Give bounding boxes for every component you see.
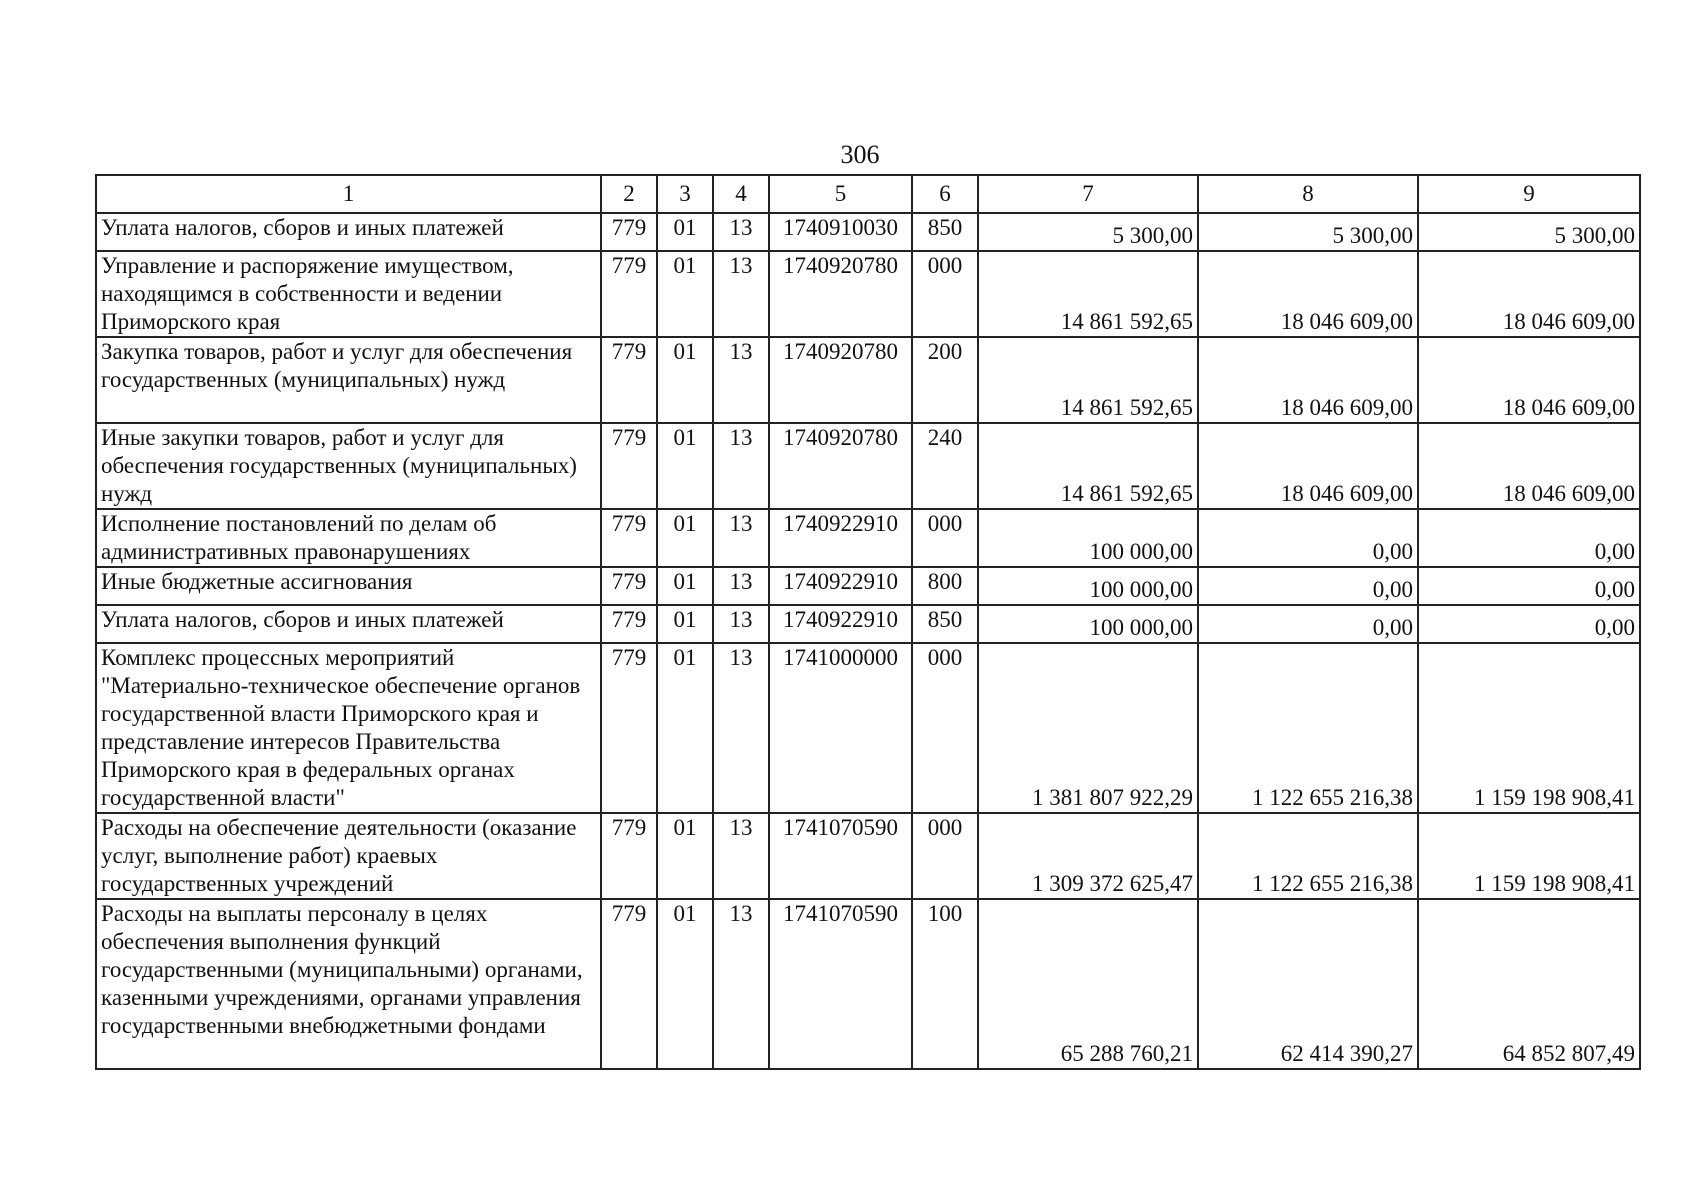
col2-code: 779 [601, 337, 657, 423]
table-row [96, 605, 1640, 643]
budget-table [95, 174, 1641, 1070]
row-name: Комплекс процессных мероприятий "Материально-техническое обеспечение органов государственной власти Приморского края и представление интересов Правительства Приморского края в федеральных органах государственной власти" [96, 643, 601, 813]
col3-code: 01 [657, 423, 713, 509]
col4-code: 13 [713, 643, 769, 813]
amount-col9: 18 046 609,00 [1418, 423, 1640, 509]
col6-code: 200 [912, 337, 978, 423]
table-row [96, 337, 1640, 423]
amount-col9: 1 159 198 908,41 [1418, 643, 1640, 813]
amount-col7: 65 288 760,21 [978, 899, 1198, 1069]
amount-col7: 1 309 372 625,47 [978, 813, 1198, 899]
amount-col8: 0,00 [1198, 567, 1418, 605]
amount-col8: 0,00 [1198, 509, 1418, 567]
col2-code: 779 [601, 509, 657, 567]
amount-col7: 100 000,00 [978, 509, 1198, 567]
amount-col8: 18 046 609,00 [1198, 423, 1418, 509]
amount-col8: 18 046 609,00 [1198, 251, 1418, 337]
header-cell: 4 [713, 175, 769, 213]
amount-col8: 5 300,00 [1198, 213, 1418, 251]
header-cell: 3 [657, 175, 713, 213]
col3-code: 01 [657, 643, 713, 813]
header-cell: 1 [96, 175, 601, 213]
col2-code: 779 [601, 423, 657, 509]
table-row [96, 567, 1640, 605]
header-cell: 5 [769, 175, 912, 213]
col3-code: 01 [657, 899, 713, 1069]
header-cell: 8 [1198, 175, 1418, 213]
amount-col9: 18 046 609,00 [1418, 337, 1640, 423]
col6-code: 800 [912, 567, 978, 605]
col6-code: 000 [912, 813, 978, 899]
col2-code: 779 [601, 567, 657, 605]
col4-code: 13 [713, 423, 769, 509]
col5-code: 1740922910 [769, 509, 912, 567]
col2-code: 779 [601, 605, 657, 643]
col5-code: 1740920780 [769, 251, 912, 337]
table-row [96, 251, 1640, 337]
col6-code: 000 [912, 643, 978, 813]
amount-col7: 1 381 807 922,29 [978, 643, 1198, 813]
col6-code: 000 [912, 251, 978, 337]
col3-code: 01 [657, 509, 713, 567]
col3-code: 01 [657, 605, 713, 643]
col3-code: 01 [657, 813, 713, 899]
amount-col8: 1 122 655 216,38 [1198, 643, 1418, 813]
amount-col9: 0,00 [1418, 605, 1640, 643]
col4-code: 13 [713, 567, 769, 605]
col5-code: 1741070590 [769, 813, 912, 899]
col3-code: 01 [657, 251, 713, 337]
page-number: 306 [840, 140, 880, 169]
col4-code: 13 [713, 813, 769, 899]
amount-col8: 62 414 390,27 [1198, 899, 1418, 1069]
amount-col7: 14 861 592,65 [978, 423, 1198, 509]
amount-col9: 64 852 807,49 [1418, 899, 1640, 1069]
amount-col7: 14 861 592,65 [978, 337, 1198, 423]
col3-code: 01 [657, 213, 713, 251]
amount-col7: 5 300,00 [978, 213, 1198, 251]
table-row [96, 643, 1640, 813]
table-row [96, 509, 1640, 567]
col5-code: 1741000000 [769, 643, 912, 813]
amount-col9: 0,00 [1418, 567, 1640, 605]
header-cell: 9 [1418, 175, 1640, 213]
col5-code: 1740920780 [769, 423, 912, 509]
col6-code: 100 [912, 899, 978, 1069]
table-row [96, 423, 1640, 509]
col6-code: 240 [912, 423, 978, 509]
amount-col9: 0,00 [1418, 509, 1640, 567]
amount-col7: 100 000,00 [978, 567, 1198, 605]
header-cell: 2 [601, 175, 657, 213]
col6-code: 850 [912, 213, 978, 251]
amount-col9: 1 159 198 908,41 [1418, 813, 1640, 899]
col2-code: 779 [601, 899, 657, 1069]
col5-code: 1740922910 [769, 605, 912, 643]
row-name: Управление и распоряжение имуществом, находящимся в собственности и ведении Приморского края [96, 251, 601, 337]
row-name: Исполнение постановлений по делам об административных правонарушениях [96, 509, 601, 567]
col2-code: 779 [601, 213, 657, 251]
row-name: Уплата налогов, сборов и иных платежей [96, 605, 601, 643]
amount-col9: 5 300,00 [1418, 213, 1640, 251]
row-name: Расходы на выплаты персоналу в целях обеспечения выполнения функций государственными (муниципальными) органами, казенными учреждениями, органами управления государственными внебюджетными фондами [96, 899, 601, 1069]
table-row [96, 899, 1640, 1069]
row-name: Расходы на обеспечение деятельности (оказание услуг, выполнение работ) краевых государственных учреждений [96, 813, 601, 899]
amount-col7: 100 000,00 [978, 605, 1198, 643]
row-name: Закупка товаров, работ и услуг для обеспечения государственных (муниципальных) нужд [96, 337, 601, 423]
col5-code: 1741070590 [769, 899, 912, 1069]
header-row [96, 175, 1640, 213]
row-name: Иные бюджетные ассигнования [96, 567, 601, 605]
col5-code: 1740922910 [769, 567, 912, 605]
col5-code: 1740920780 [769, 337, 912, 423]
col4-code: 13 [713, 213, 769, 251]
col4-code: 13 [713, 899, 769, 1069]
col3-code: 01 [657, 567, 713, 605]
header-cell: 6 [912, 175, 978, 213]
col6-code: 850 [912, 605, 978, 643]
col4-code: 13 [713, 337, 769, 423]
amount-col8: 1 122 655 216,38 [1198, 813, 1418, 899]
table-row [96, 813, 1640, 899]
amount-col8: 18 046 609,00 [1198, 337, 1418, 423]
amount-col9: 18 046 609,00 [1418, 251, 1640, 337]
amount-col8: 0,00 [1198, 605, 1418, 643]
header-cell: 7 [978, 175, 1198, 213]
row-name: Уплата налогов, сборов и иных платежей [96, 213, 601, 251]
col3-code: 01 [657, 337, 713, 423]
col2-code: 779 [601, 813, 657, 899]
row-name: Иные закупки товаров, работ и услуг для обеспечения государственных (муниципальных) нужд [96, 423, 601, 509]
col5-code: 1740910030 [769, 213, 912, 251]
col4-code: 13 [713, 509, 769, 567]
table-row [96, 213, 1640, 251]
col2-code: 779 [601, 643, 657, 813]
col4-code: 13 [713, 605, 769, 643]
amount-col7: 14 861 592,65 [978, 251, 1198, 337]
col6-code: 000 [912, 509, 978, 567]
col4-code: 13 [713, 251, 769, 337]
col2-code: 779 [601, 251, 657, 337]
